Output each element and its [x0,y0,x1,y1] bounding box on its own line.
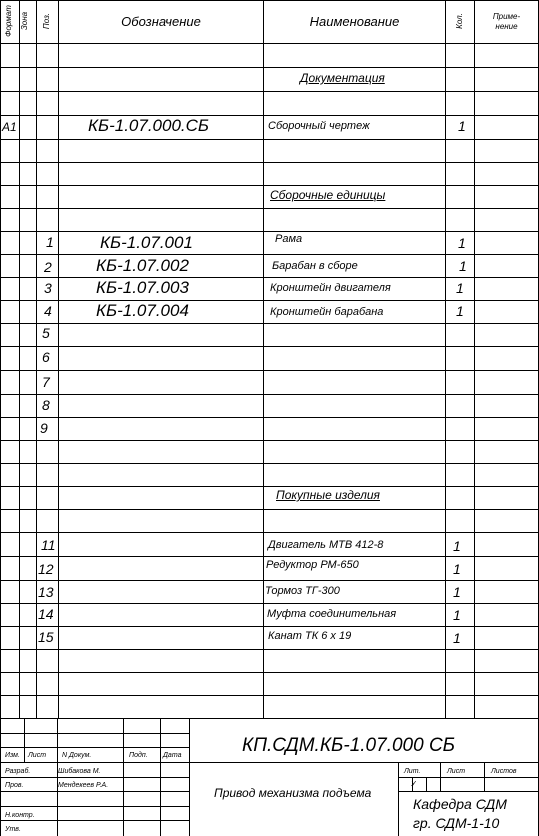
row-qty: 1 [458,118,466,134]
row-pos: 15 [38,629,54,645]
grid-line [0,323,539,324]
role-norm-control: Н.контр. [5,812,35,819]
grid-line [189,762,539,763]
row-designation: КБ-1.07.004 [96,301,189,320]
row-qty: 1 [459,258,467,274]
grid-line [0,440,539,441]
header-format: Формат [4,5,13,37]
grid-line [0,718,539,719]
header-note: Приме- нение [492,12,521,31]
grid-line [0,603,539,604]
grid-line [0,626,539,627]
row-qty: 1 [456,303,464,319]
grid-line [0,346,539,347]
grid-line [0,509,539,510]
grid-line [58,0,59,718]
lit-value: У [411,781,416,788]
header-qty: Кол. [455,13,464,29]
header-zone: Зона [20,11,29,31]
row-name: Редуктор РМ-650 [266,559,359,571]
grid-line [0,185,539,186]
grid-line [0,417,539,418]
section-documentation: Документация [300,71,385,85]
grid-line [440,762,441,791]
grid-line [0,91,539,92]
grid-line [426,777,427,791]
organization: Кафедра СДМ [413,796,507,812]
row-name: Кронштейн барабана [270,306,384,318]
grid-line [0,649,539,650]
col-izm: Изм. [5,752,20,759]
sheets-label: Листов [491,768,517,775]
grid-line [0,556,539,557]
row-qty: 1 [456,280,464,296]
role-developer: Разраб. [5,768,31,775]
grid-line [0,231,539,232]
grid-line [0,67,539,68]
grid-line [0,208,539,209]
sheet-label: Лист [447,768,466,775]
grid-line [160,718,161,836]
col-date: Дата [163,752,182,759]
row-qty: 1 [453,538,461,554]
col-sign: Подп. [129,752,148,759]
grid-line [0,672,539,673]
row-qty: 1 [453,630,461,646]
grid-line [0,139,539,140]
row-pos: 2 [44,259,52,275]
grid-line [19,0,20,718]
row-qty: 1 [453,561,461,577]
grid-line [0,115,539,116]
row-pos: 12 [38,561,54,577]
row-name: Барабан в сборе [272,260,358,272]
row-pos: 7 [42,374,50,390]
row-pos: 11 [41,537,56,553]
section-purchased-items: Покупные изделия [276,488,380,502]
grid-line [0,486,539,487]
row-designation: КБ-1.07.001 [100,233,193,252]
row-name: Канат ТК 6 х 19 [268,630,352,642]
grid-line [24,718,25,762]
row-qty: 1 [453,584,461,600]
grid-line [123,718,124,836]
grid-line [0,695,539,696]
col-doc: N Докум. [62,752,92,759]
row-qty: 1 [453,607,461,623]
header-designation: Обозначение [121,14,201,29]
grid-line [0,162,539,163]
developer-name: Шибакова М. [58,768,101,775]
row-pos: 4 [44,303,52,319]
grid-line [0,532,539,533]
grid-line [398,777,539,778]
grid-line [474,0,475,718]
header-name: Наименование [309,14,400,29]
row-pos: 1 [46,234,54,250]
grid-line [0,370,539,371]
title-block-code: КП.СДМ.КБ-1.07.000 СБ [242,735,456,756]
grid-line [0,580,539,581]
grid-line [263,0,264,718]
grid-line [0,300,539,301]
lit-label: Лит. [404,768,421,775]
grid-line [0,43,539,44]
header-pos: Поз. [42,12,51,30]
grid-line [398,762,399,836]
row-name: Сборочный чертеж [268,120,370,132]
row-pos: 3 [44,280,52,296]
row-pos: 13 [38,584,54,600]
checker-name: Мендекеев Р.А. [58,782,109,789]
role-checker: Пров. [5,782,24,789]
grid-line [36,0,37,718]
grid-line [0,463,539,464]
row-name: Кронштейн двигателя [270,282,391,294]
row-pos: 9 [40,420,48,436]
row-name: Тормоз ТГ-300 [265,585,340,597]
grid-line [0,0,1,836]
group: гр. СДМ-1-10 [413,815,500,831]
row-pos: 5 [42,325,50,341]
section-assembly-units: Сборочные единицы [270,188,386,202]
row-designation: КБ-1.07.000.СБ [88,116,209,135]
grid-line [0,254,539,255]
col-list: Лист [28,752,47,759]
grid-line [484,762,485,791]
row-format: А1 [2,120,17,134]
product-title: Привод механизма подъема [214,786,372,800]
row-designation: КБ-1.07.002 [96,256,189,275]
role-approver: Утв. [5,826,21,833]
row-name: Рама [275,233,303,245]
grid-line [0,394,539,395]
row-pos: 8 [42,397,50,413]
row-name: Двигатель МТВ 412-8 [268,539,384,551]
row-name: Муфта соединительная [267,608,397,620]
grid-line [398,791,539,792]
row-pos: 14 [38,606,54,622]
grid-line [0,277,539,278]
grid-line [445,0,446,718]
row-pos: 6 [42,349,50,365]
grid-line [57,718,58,836]
row-designation: КБ-1.07.003 [96,278,189,297]
grid-line [189,718,190,836]
row-qty: 1 [458,235,466,251]
